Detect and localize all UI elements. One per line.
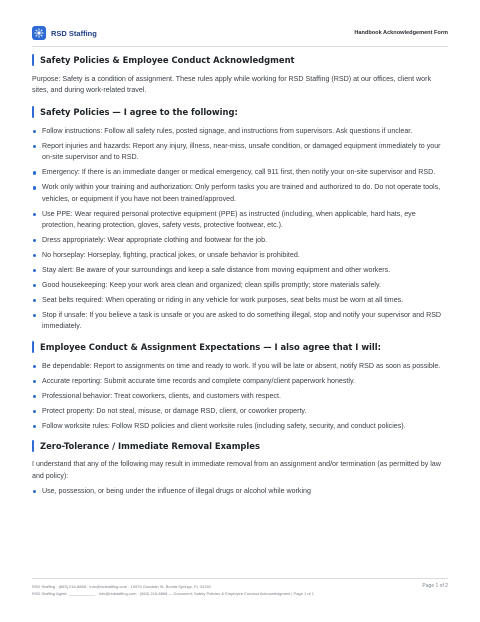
bullet-icon (33, 171, 36, 174)
bullet-icon (33, 410, 36, 413)
list-item: Stop if unsafe: If you believe a task is unsafe or you are asked to do something illegal, stop and notify your supervisor and RSD immediately. (32, 310, 448, 333)
list-item: Work only within your training and authorization: Only perform tasks you are trained and authorized to do. Do not operate tools, vehicles, or equipment if you have not been trained/approved. (32, 182, 448, 205)
bullet-icon (33, 269, 36, 272)
heading-text: Safety Policies & Employee Conduct Acknowledgment (40, 55, 295, 65)
zero-tolerance-text: I understand that any of the following may result in immediate removal from an assignment and/or termination (as permitted by law and policy): (32, 460, 441, 480)
list-item: No horseplay: Horseplay, fighting, practical jokes, or unsafe behavior is prohibited. (32, 250, 448, 261)
conduct-expectations-list (32, 361, 448, 432)
list-item: Professional behavior: Treat coworkers, clients, and customers with respect. (32, 391, 448, 402)
list-item: Report injuries and hazards: Report any injury, illness, near-miss, unsafe condition, or damaged equipment immediately to your on-site supervisor and to RSD. (32, 141, 448, 164)
footer-divider (32, 578, 448, 579)
brand-name: RSD Staffing (51, 28, 97, 38)
heading-text: Safety Policies — I agree to the following: (40, 106, 238, 117)
heading-text: Zero-Tolerance / Immediate Removal Examples (40, 441, 260, 452)
list-item: Follow worksite rules: Follow RSD policies and client worksite rules (including safety, security, and conduct policies). (32, 421, 448, 432)
list-item: Dress appropriately: Wear appropriate clothing and footwear for the job. (32, 235, 448, 246)
list-item: Protect property: Do not steal, misuse, or damage RSD, client, or coworker property. (32, 406, 448, 417)
list-item: Good housekeeping: Keep your work area clean and organized; clean spills promptly; store materials safely. (32, 280, 448, 291)
footer-contact-line: RSD Staffing · (863) 216-8868 · info@rsdstaffing.com · 10575 Goodwin St, Bonita Springs, FL 34135 (32, 584, 211, 589)
bullet-icon (33, 186, 36, 189)
bullet-icon (33, 145, 36, 148)
list-item: Accurate reporting: Submit accurate time records and complete company/client paperwork honestly. (32, 376, 448, 387)
bullet-icon (33, 365, 36, 368)
heading-accent-bar (32, 54, 34, 66)
intro-purpose-text: Purpose: Safety is a condition of assignment. These rules apply while working for RSD Staffing (RSD) at our offices, client work sites, and during work-related travel. (32, 75, 432, 95)
bullet-icon (33, 380, 36, 383)
list-item: Be dependable: Report to assignments on time and ready to work. If you will be late or absent, notify RSD as soon as possible. (32, 361, 448, 372)
document-body (32, 54, 448, 501)
section-heading-safety (32, 106, 448, 118)
brand (32, 26, 97, 40)
heading-accent-bar (32, 440, 34, 452)
bullet-icon (33, 314, 36, 317)
list-item: Follow instructions: Follow all safety rules, posted signage, and instructions from supervisors. Ask questions if unclear. (32, 126, 448, 137)
list-item: Stay alert: Be aware of your surroundings and keep a safe distance from moving equipment and other workers. (32, 265, 448, 276)
document-header (32, 26, 448, 40)
bullet-icon (33, 254, 36, 257)
bullet-icon (33, 299, 36, 302)
list-item: Use, possession, or being under the influence of illegal drugs or alcohol while working (32, 486, 448, 497)
header-divider (32, 46, 448, 47)
bullet-icon (33, 395, 36, 398)
page-number: Page 1 of 2 (422, 583, 448, 589)
list-item: Seat belts required: When operating or riding in any vehicle for work purposes, seat belts must be worn at all times. (32, 295, 448, 306)
document-title: Handbook Acknowledgement Form (354, 30, 448, 36)
heading-accent-bar (32, 106, 34, 118)
heading-text: Employee Conduct & Assignment Expectations — I also agree that I will: (40, 341, 382, 352)
footer-agent-line: RSD Staffing Agent: ____________ · info@rsdstaffing.com · (863) 216-8868 — Document: Safety Policies & Employee Conduct Acknowledgment | Page 1 of 1 (32, 591, 315, 596)
heading-accent-bar (32, 341, 34, 353)
bullet-icon (33, 284, 36, 287)
bullet-icon (33, 130, 36, 133)
section-heading-intro (32, 54, 448, 66)
sunburst-logo-icon (32, 26, 46, 40)
safety-policy-list (32, 126, 448, 333)
bullet-icon (33, 490, 36, 493)
list-item: Emergency: If there is an immediate danger or medical emergency, call 911 first, then notify your on-site supervisor and RSD. (32, 167, 448, 178)
bullet-icon (33, 239, 36, 242)
document-footer (32, 583, 448, 597)
list-item: Use PPE: Wear required personal protective equipment (PPE) as instructed (including, when applicable, hard hats, eye protection, hearing protection, gloves, safety vests, protective footwear, etc.). (32, 209, 448, 232)
zero-tolerance-list (32, 486, 448, 497)
section-heading-zero-tolerance (32, 440, 448, 452)
bullet-icon (33, 213, 36, 216)
bullet-icon (33, 425, 36, 428)
section-heading-conduct (32, 341, 448, 353)
